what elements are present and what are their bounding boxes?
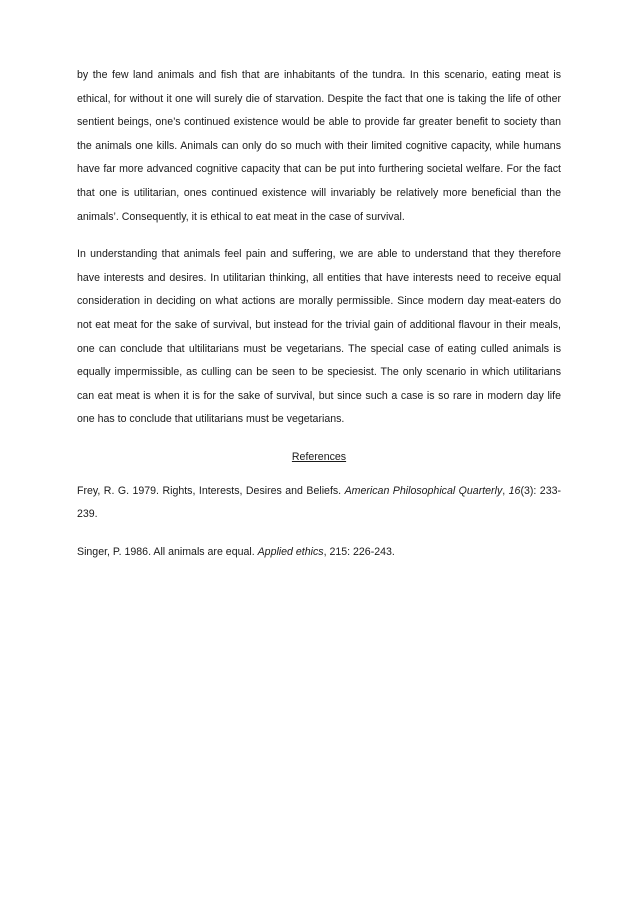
reference-pages: , 215: 226-243. — [323, 545, 395, 558]
reference-item-singer — [77, 541, 561, 565]
reference-authors-title: Frey, R. G. 1979. Rights, Interests, Desires and Beliefs. — [77, 484, 345, 497]
body-paragraph-2: In understanding that animals feel pain and suffering, we are able to understand that they therefore have interests and desires. In utilitarian thinking, all entities that have interests need to receive equal consideration in deciding on what actions are morally permissible. Since modern day meat-eaters do not eat meat for the sake of survival, but instead for the trivial gain of additional flavour in their meals, one can conclude that ultilitarians must be vegetarians. The special case of eating culled animals is equally impermissible, as culling can be seen to be speciesist. The only scenario in which utilitarians can eat meat is when it is for the sake of survival, but since such a case is so rare in modern day life one has to conclude that utilitarians must be vegetarians. — [77, 248, 561, 426]
references-heading: References — [291, 450, 347, 463]
reference-separator: , — [502, 484, 509, 497]
reference-volume: 16 — [508, 484, 521, 497]
reference-journal: Applied ethics — [257, 545, 324, 558]
reference-authors-title: Singer, P. 1986. All animals are equal. — [77, 545, 258, 558]
document-page — [77, 64, 561, 578]
reference-journal: American Philosophical Quarterly — [344, 484, 503, 497]
reference-pages: (3): 233-239. — [77, 484, 562, 521]
body-paragraph-1: by the few land animals and fish that are inhabitants of the tundra. In this scenario, eating meat is ethical, for without it one will surely die of starvation. Despite the fact that one is taking the life of other sentient beings, one’s continued existence would be able to provide far greater benefit to society than the animals one kills. Animals can only do so much with their limited cognitive capacity, while humans have far more advanced cognitive capacity that can be put into furthering societal welfare. For the fact that one is utilitarian, ones continued existence will invariably be relatively more beneficial than the animals’. Consequently, it is ethical to eat meat in the case of survival. — [77, 69, 561, 223]
reference-item-frey — [77, 480, 561, 527]
